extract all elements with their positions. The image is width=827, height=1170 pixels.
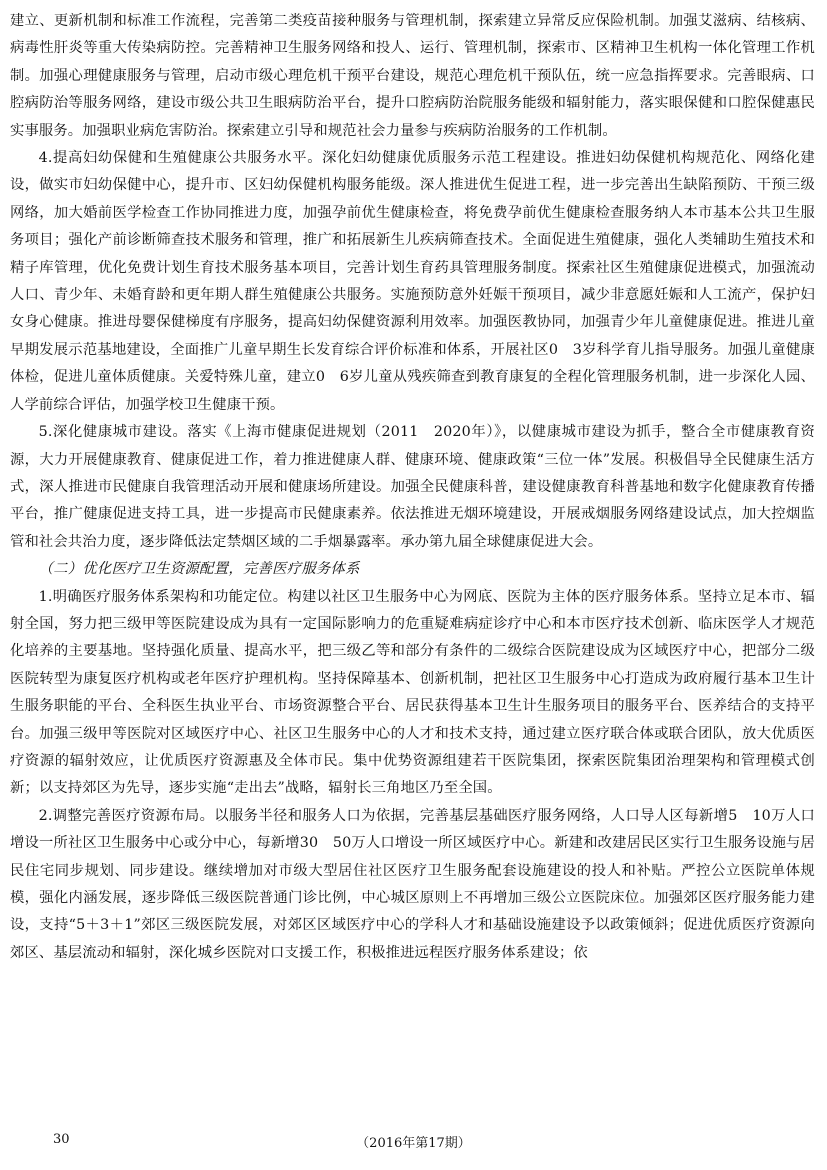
paragraph-maternal-child-health: 4.提高妇幼保健和生殖健康公共服务水平。深化妇幼健康优质服务示范工程建设。推进妇幼保健机构规范化、网络化建设，做实市妇幼保健中心，提升市、区妇幼保健机构服务能级。深人推进优生促进工程，进一步完善出生缺陷预防、干预三级网络，加大婚前医学检查工作协同推进力度，加强孕前优生健康检查，将免费孕前优生健康检查服务纳人本市基本公共卫生服务项目；强化产前诊断筛查技术服务和管理，推广和拓展新生儿疾病筛查技术。全面促进生殖健康，强化人类辅助生殖技术和精子库管理，优化免费计划生育技术服务基本项目，完善计划生育药具管理服务制度。探索社区生殖健康促进模式，加强流动人口、青少年、未婚育龄和更年期人群生殖健康公共服务。实施预防意外妊娠干预项目，减少非意愿妊娠和人工流产，保护妇女身心健康。推进母婴保健梯度有序服务，提高妇幼保健资源利用效率。加强医教协同，加强青少年儿童健康促进。推进儿童早期发展示范基地建设，全面推广儿童早期生长发育综合评价标准和体系，开展社区0 3岁科学育儿指导服务。加强儿童健康体检，促进儿童体质健康。关爱特殊儿童，建立0 6岁儿童从残疾筛查到教育康复的全程化管理服务机制，进一步深化人园、人学前综合评估，加强学校卫生健康干预。 — [10, 150, 815, 413]
section-heading: （二）优化医疗卫生资源配置，完善医疗服务体系 — [38, 561, 360, 578]
paragraph-healthy-city: 5.深化健康城市建设。落实《上海市健康促进规划（2011 2020年）》，以健康城市建设为抓手，整合全市健康教育资源，大力开展健康教育、健康促进工作，着力推进健康人群、健康环境、健康政策“三位一体”发展。积极倡导全民健康生活方式，深人推进市民健康自我管理活动开展和健康场所建设。加强全民健康科普，建设健康教育科普基地和数字化健康教育传播平台，推广健康促进支持工具，进一步提高市民健康素养。依法推进无烟环境建设，开展戒烟服务网络建设试点，加大控烟监管和社会共治力度，逐步降低法定禁烟区域的二手烟暴露率。承办第九届全球健康促进大会。 — [10, 424, 815, 550]
page-number: 30 — [53, 1132, 70, 1147]
paragraph-continued-prevention: 建立、更新机制和标准工作流程，完善第二类疫苗接种服务与管理机制，探索建立异常反应保险机制。加强艾滋病、结核病、病毒性肝炎等重大传染病防控。完善精神卫生服务网络和投人、运行、管理机制，探索市、区精神卫生机构一体化管理工作机制。加强心理健康服务与管理，启动市级心理危机干预平台建设，规范心理危机干预队伍，统一应急指挥要求。完善眼病、口腔病防治等服务网络，建设市级公共卫生眼病防治平台，提升口腔病防治院服务能级和辐射能力，落实眼保健和口腔保健惠民实事服务。加强职业病危害防治。探索建立引导和规范社会力量参与疾病防治服务的工作机制。 — [10, 13, 815, 139]
paragraph-resource-layout: 2.调整完善医疗资源布局。以服务半径和服务人口为依据，完善基层基础医疗服务网络，人口导人区每新增5 10万人口增设一所社区卫生服务中心或分中心，每新增30 50万人口增设一所区域医疗中心。新建和改建居民区实行卫生服务设施与居民住宅同步规划、同步建设。继续增加对市级大型居住社区医疗卫生服务配套设施建设的投人和补贴。严控公立医院单体规模，强化内涵发展，逐步降低三级医院普通门诊比例，中心城区原则上不再增加三级公立医院床位。加强郊区医疗服务能力建设，支持“5＋3＋1”郊区三级医院发展，对郊区区域医疗中心的学科人才和基础设施建设予以政策倾斜；促进优质医疗资源向郊区、基层流动和辐射，深化城乡医院对口支援工作，积极推进远程医疗服务体系建设；依 — [10, 807, 815, 961]
paragraph-medical-system: 1.明确医疗服务体系架构和功能定位。构建以社区卫生服务中心为网底、医院为主体的医疗服务体系。坚持立足本市、辐射全国，努力把三级甲等医院建设成为具有一定国际影响力的危重疑难病症诊疗中心和本市医疗技术创新、临床医学人才规范化培养的主要基地。坚持强化质量、提高水平，把三级乙等和部分有条件的二级综合医院建设成为区域医疗中心，把部分二级医院转型为康复医疗机构或老年医疗护理机构。坚持保障基本、创新机制，把社区卫生服务中心打造成为政府履行基本卫生计生服务职能的平台、全科医生执业平台、市场资源整合平台、居民获得基本卫生计生服务项目的服务平台、医养结合的支持平台。加强三级甲等医院对区域医疗中心、社区卫生服务中心的人才和技术支持，通过建立医疗联合体或联合团队，放大优质医疗资源的辐射效应，让优质医疗资源惠及全体市民。集中优势资源组建若干医院集团，探索医院集团治理架构和管理模式创新；以支持郊区为先导，逐步实施“走出去”战略，辐射长三角地区乃至全国。 — [10, 588, 815, 797]
issue-label: （2016年第17期） — [356, 1136, 471, 1151]
page-footer — [0, 1132, 827, 1156]
